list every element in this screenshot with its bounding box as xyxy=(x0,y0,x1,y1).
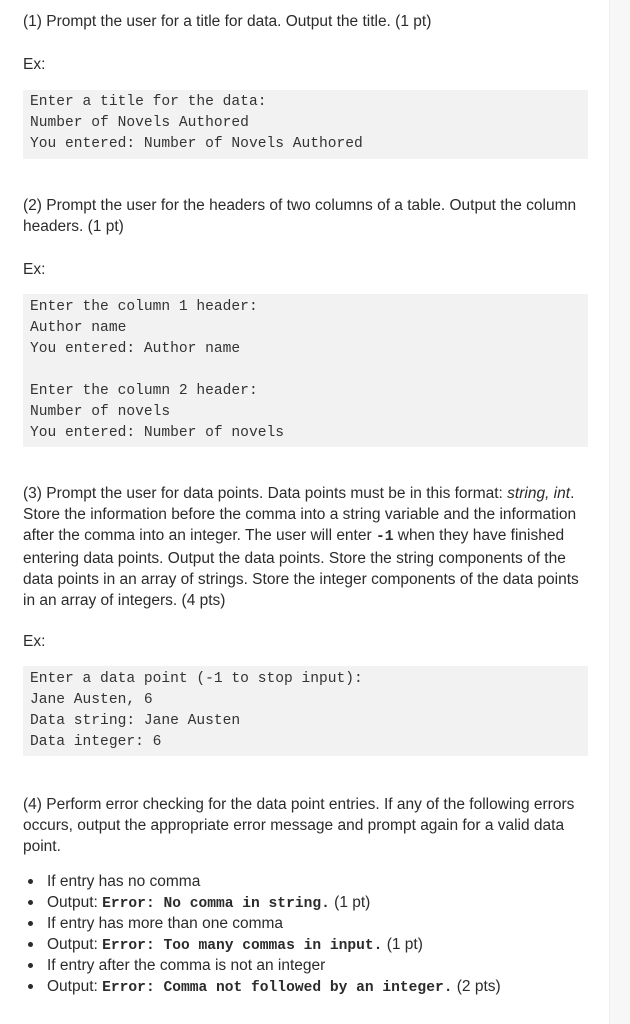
list-item xyxy=(23,976,588,997)
section3-line3-suffix: when they have finished xyxy=(393,527,565,544)
code-line: Jane Austen, 6 xyxy=(30,692,153,708)
error-bullet-list xyxy=(23,871,588,997)
list-item xyxy=(23,913,588,934)
section4-line2: occurs, output the appropriate error message and prompt again for a valid data xyxy=(23,817,565,834)
code-line: Enter the column 1 header: xyxy=(30,299,258,315)
section3-line4: entering data points. Output the data points. Store the string components of the xyxy=(23,550,566,567)
code-line: Data integer: 6 xyxy=(30,734,162,750)
code-line: Data string: Jane Austen xyxy=(30,713,241,729)
bullet-text: Output: xyxy=(47,978,103,995)
section3-instruction xyxy=(23,483,588,611)
section4-instruction xyxy=(23,794,588,857)
bullet-points: (1 pt) xyxy=(329,894,371,911)
code-line: Enter a title for the data: xyxy=(30,94,267,110)
bullet-points: (1 pt) xyxy=(382,936,423,953)
code-line: Number of Novels Authored xyxy=(30,115,249,131)
section2-code-block xyxy=(23,294,588,447)
code-line: You entered: Number of novels xyxy=(30,425,284,441)
error-message-code: Error: Too many commas in input. xyxy=(102,938,383,954)
section3-line2: Store the information before the comma into a string variable and the information xyxy=(23,506,577,523)
section3-line1-suffix: . xyxy=(570,485,575,502)
section3-line3-prefix: after the comma into an integer. The user will enter xyxy=(23,527,376,544)
code-gap xyxy=(30,360,581,381)
section3-line5: data points in an array of strings. Store the integer components of the data points xyxy=(23,571,579,588)
section3-line6: in an array of integers. (4 pts) xyxy=(23,592,226,609)
section3-format-italic: string, int xyxy=(507,485,571,502)
error-message-code: Error: Comma not followed by an integer. xyxy=(102,980,453,996)
bullet-dot-icon xyxy=(28,879,33,884)
bullet-text: If entry has no comma xyxy=(47,873,201,890)
bullet-text: If entry after the comma is not an integer xyxy=(47,957,326,974)
bullet-dot-icon xyxy=(28,900,33,905)
code-line: Enter a data point (-1 to stop input): xyxy=(30,671,363,687)
section3-ex-label: Ex: xyxy=(23,633,46,650)
list-item xyxy=(23,892,588,913)
list-item xyxy=(23,934,588,955)
list-item xyxy=(23,871,588,892)
bullet-text: Output: xyxy=(47,936,103,953)
bullet-dot-icon xyxy=(28,984,33,989)
bullet-dot-icon xyxy=(28,942,33,947)
section1-ex-label: Ex: xyxy=(23,56,46,73)
section2-instruction-line2: headers. (1 pt) xyxy=(23,218,124,235)
error-message-code: Error: No comma in string. xyxy=(102,896,330,912)
section3-line1-prefix: (3) Prompt the user for data points. Data points must be in this format: xyxy=(23,485,508,502)
bullet-text: Output: xyxy=(47,894,103,911)
bullet-points: (2 pts) xyxy=(452,978,501,995)
code-line: Author name xyxy=(30,320,127,336)
section2-instruction xyxy=(23,195,588,237)
bullet-text: If entry has more than one comma xyxy=(47,915,284,932)
code-line: You entered: Number of Novels Authored xyxy=(30,136,363,152)
section2-ex-label: Ex: xyxy=(23,261,46,278)
section3-sentinel-code: -1 xyxy=(375,529,394,545)
list-item xyxy=(23,955,588,976)
bullet-dot-icon xyxy=(28,921,33,926)
section1-instruction: (1) Prompt the user for a title for data. Output the title. (1 pt) xyxy=(23,13,432,30)
code-line: Number of novels xyxy=(30,404,171,420)
section4-line3: point. xyxy=(23,838,61,855)
bullet-dot-icon xyxy=(28,963,33,968)
code-line: You entered: Author name xyxy=(30,341,241,357)
section3-code-block xyxy=(23,666,588,756)
scrollbar-track[interactable] xyxy=(609,0,630,1024)
section2-instruction-line1: (2) Prompt the user for the headers of two columns of a table. Output the column xyxy=(23,197,577,214)
section4-line1: (4) Perform error checking for the data point entries. If any of the following errors xyxy=(23,796,575,813)
section1-code-block xyxy=(23,90,588,159)
code-line: Enter the column 2 header: xyxy=(30,383,258,399)
